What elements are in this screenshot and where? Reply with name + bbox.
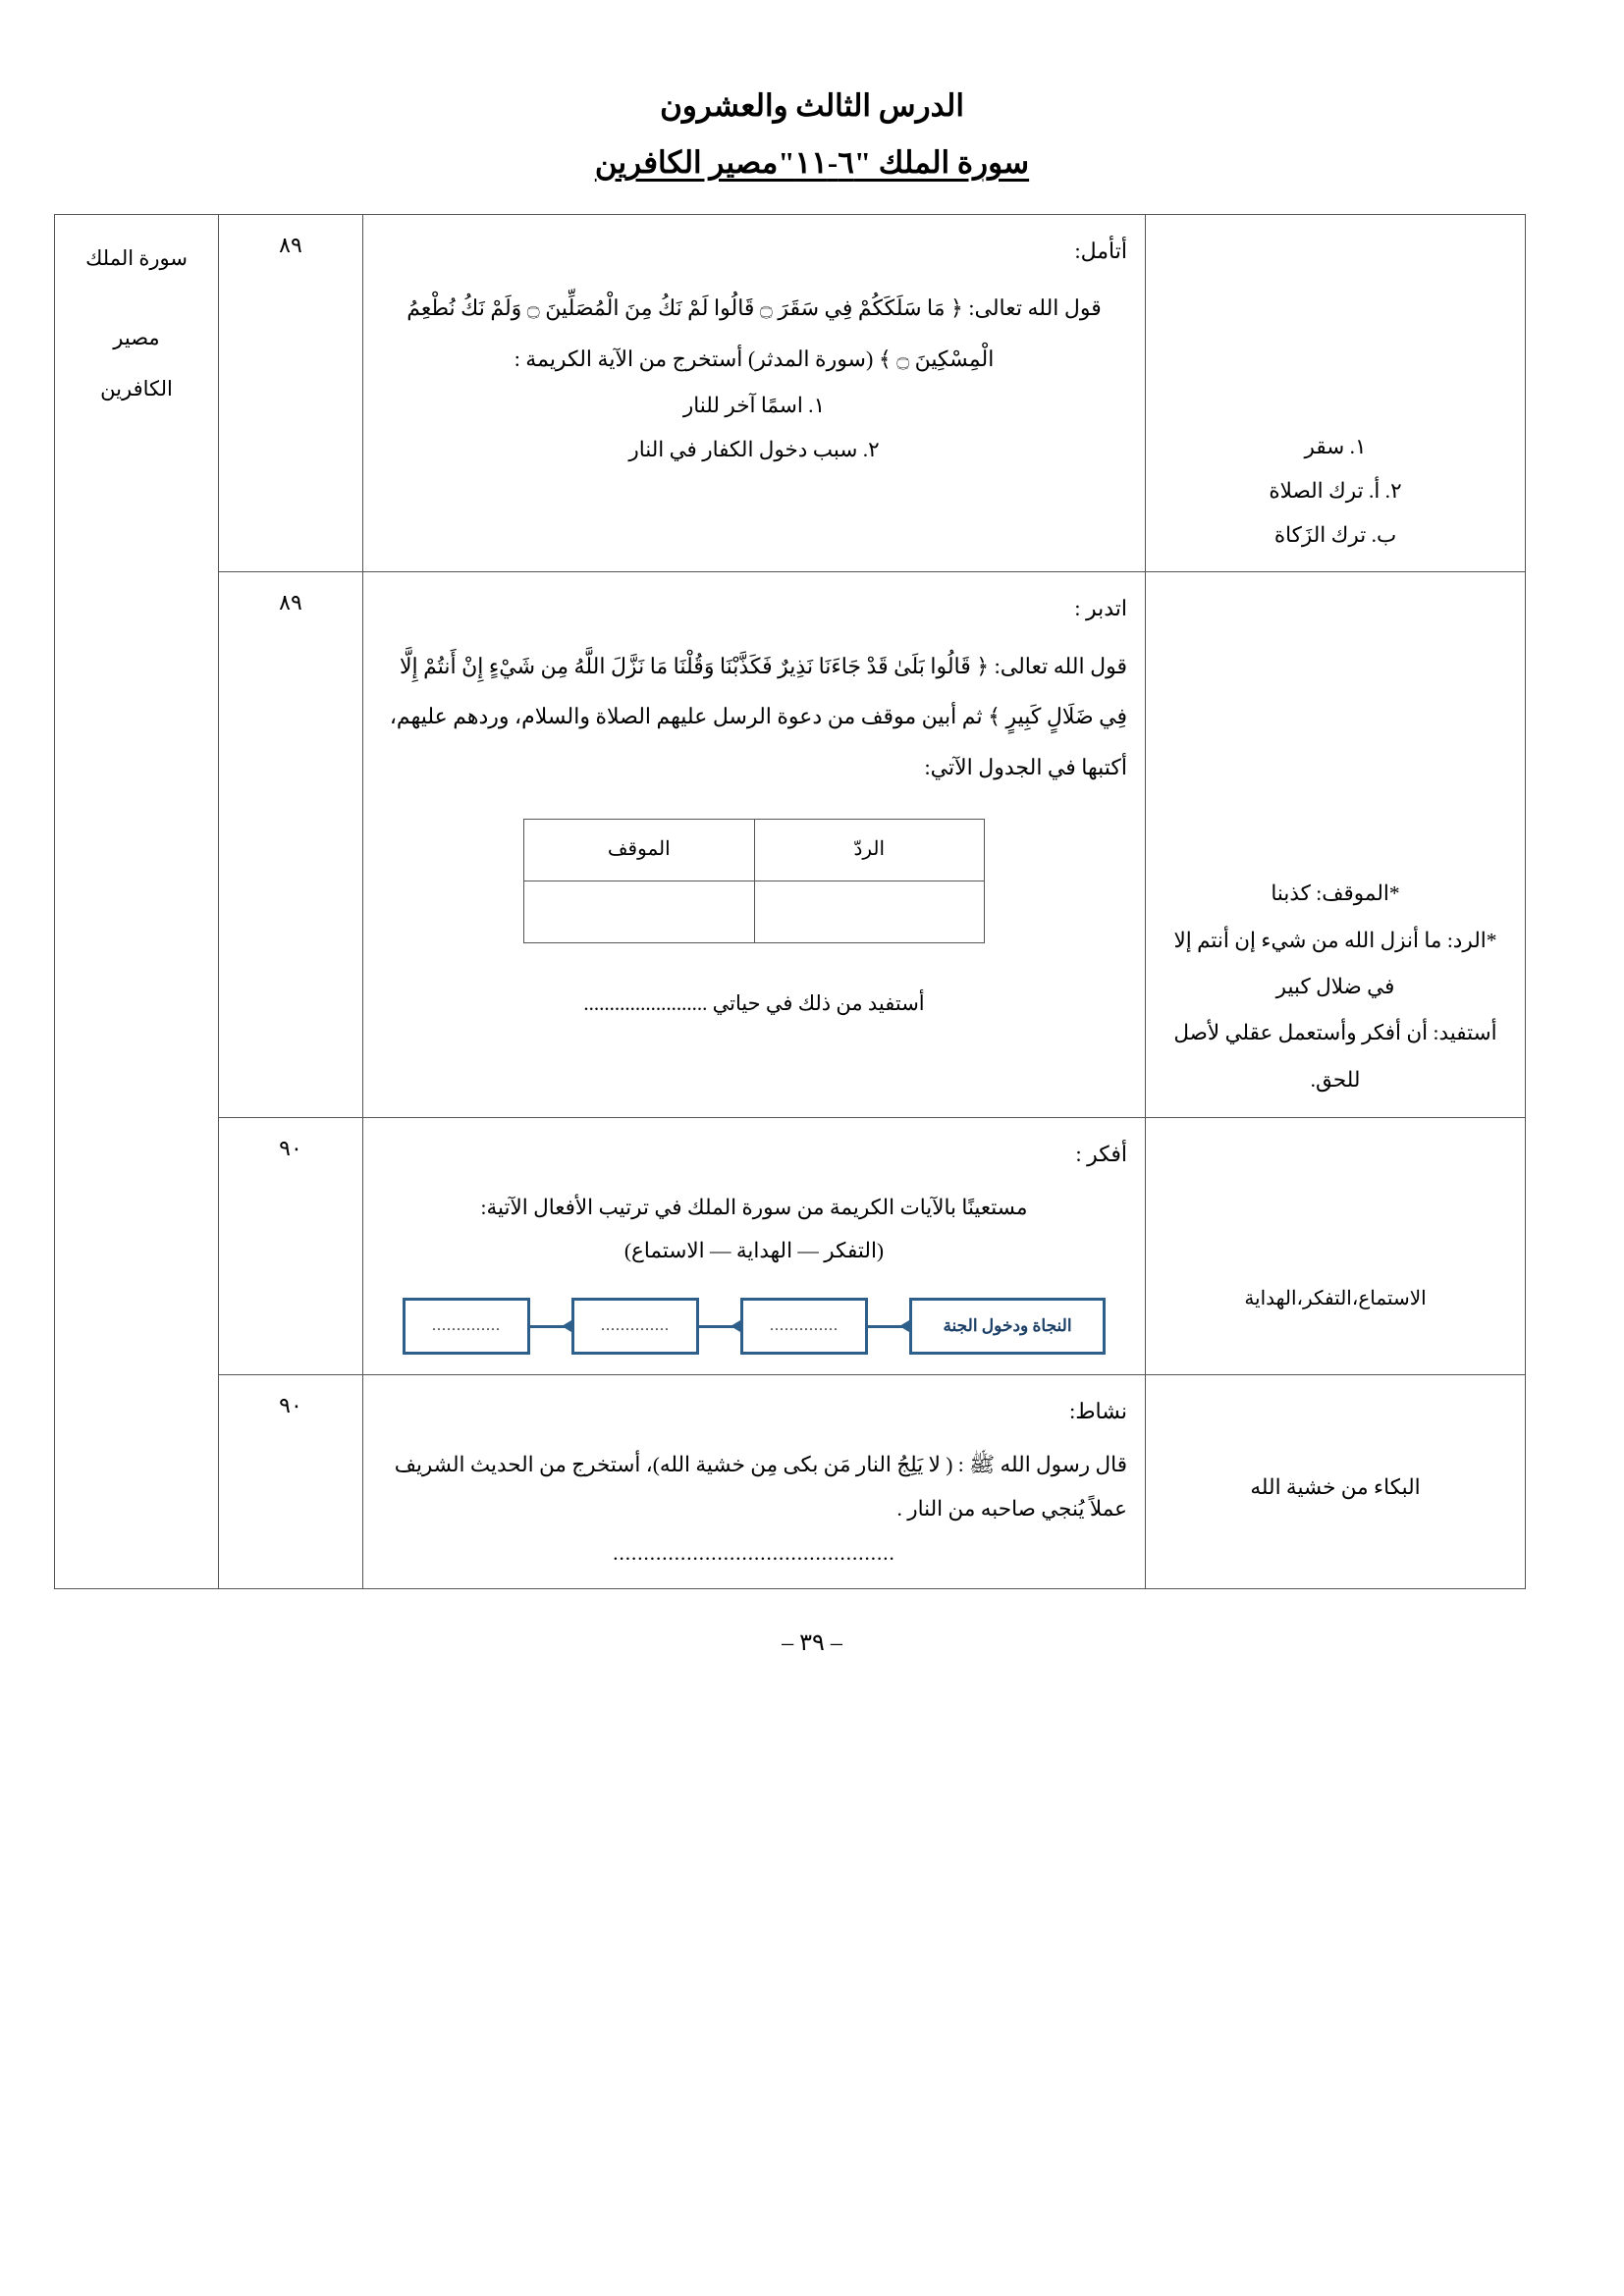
table-row [55,572,1526,1117]
unit-label-1: سورة الملك [85,246,188,270]
body-cell-2 [363,572,1146,1117]
table-row [55,1117,1526,1374]
answer-1-item-3: ب. ترك الزَكاة [1273,523,1397,548]
benefit-dots[interactable]: ........................ [583,990,708,1015]
verse-instruction-2: ثم أبين موقف من دعوة الرسل عليهم الصلاة والسلام، وردهم عليهم، أكتبها في الجدول الآتي: [389,704,1127,779]
response-table [523,819,985,943]
verse-source-1: (سورة المدثر) [747,346,874,371]
question-1-item-2: ٢. سبب دخول الكفار في النار [628,437,880,461]
answer-2-item-3: أستفيد: أن أفكر وأستعمل عقلي لأصل للحق. [1173,1021,1497,1092]
page-number-cell-3: ٩٠ [219,1117,363,1374]
answer-cell-3 [1146,1117,1526,1374]
verse-block-1 [381,283,1127,384]
answer-1-item-2: ٢. أ. ترك الصلاة [1269,479,1402,504]
surah-title: سورة الملك "٦-١١"مصير الكافرين [594,145,1030,180]
verse-text-1: ﴿ مَا سَلَكَكُمْ فِي سَقَرَ ۝ قَالُوا لَمْ نَكُ مِنَ الْمُصَلِّينَ ۝ وَلَمْ نَكُ نُطْعِمُ الْمِسْكِينَ ۝ ﴾ [406,295,995,371]
flow-diagram [381,1298,1127,1355]
answer-1-item-1: ١. سقر [1304,435,1367,458]
response-table-header-radd: الردّ [754,819,985,881]
response-table-cell-radd[interactable] [754,881,985,942]
activity-label-3: أفكر : [1075,1141,1127,1166]
activity-label-1: أتأمل: [1074,239,1127,263]
answer-2-item-1: *الموقف: كذبنا [1271,881,1400,906]
body-cell-4 [363,1375,1146,1588]
page-footer: – ٣٩ – [782,1629,842,1656]
table-row [55,1375,1526,1588]
flow-arrow-2 [699,1325,740,1328]
verse-instruction-1: أستخرج من الآية الكريمة : [514,346,743,371]
verse-text-2: ﴿ قَالُوا بَلَىٰ قَدْ جَاءَنَا نَذِيرٌ فَكَذَّبْنَا وَقُلْنَا مَا نَزَّلَ اللَّهُ مِن شَيْءٍ إِنْ أَنتُمْ إِلَّا فِي ضَلَالٍ كَبِيرٍ ﴾ [399,653,1127,729]
page-number-cell-4: ٩٠ [219,1375,363,1588]
flow-arrow-3 [530,1325,571,1328]
question-1-item-1: ١. اسمًا آخر للنار [682,394,826,418]
response-table-cell-mawqif[interactable] [524,881,755,942]
answer-cell-2 [1146,572,1526,1117]
hadith-intro: قال رسول الله ﷺ : [957,1453,1127,1477]
hadith-block [381,1443,1127,1531]
verse-intro-1: قول الله تعالى: [968,295,1102,321]
answer-2-item-2: *الرد: ما أنزل الله من شيء إن أنتم إلا في ضلال كبير [1173,928,1497,999]
benefit-line [381,983,1127,1025]
answer-3-item-1: الاستماع،التفكر،الهداية [1244,1287,1427,1309]
page-title [98,88,1526,181]
worksheet-table [54,214,1526,1589]
flow-box-result: النجاة ودخول الجنة [909,1298,1106,1355]
verse-block-2 [381,641,1127,793]
table-row [55,215,1526,572]
unit-label-2: مصير [113,325,160,349]
hadith-answer-dots[interactable]: .............................................. [613,1540,895,1565]
question-3-instruction: مستعينًا بالآيات الكريمة من سورة الملك في ترتيب الأفعال الآتية: [480,1196,1028,1219]
activity-label-4: نشاط: [1069,1399,1127,1424]
flow-box-blank-2[interactable]: .............. [571,1298,699,1355]
flow-box-blank-3[interactable]: .............. [403,1298,530,1355]
benefit-label: أستفيد من ذلك في حياتي [712,990,925,1015]
page-number-cell-2: ٨٩ [219,572,363,1117]
body-cell-3 [363,1117,1146,1374]
flow-box-blank-1[interactable]: .............. [740,1298,868,1355]
page-number-cell-1: ٨٩ [219,215,363,572]
response-table-header-mawqif: الموقف [524,819,755,881]
answer-cell-1 [1146,215,1526,572]
unit-cell [55,215,219,1589]
lesson-title: الدرس الثالث والعشرون [660,88,964,123]
response-table-header-row [524,819,985,881]
answer-4-item-1: البكاء من خشية الله [1250,1475,1421,1500]
activity-label-2: اتدبر : [1074,596,1127,621]
hadith-instruction: أستخرج من الحديث الشريف عملاً يُنجي صاحبه من النار . [394,1453,1127,1522]
unit-label-3: الكافرين [100,377,173,400]
verse-intro-2: قول الله تعالى: [994,653,1127,678]
question-3-options: (التفكر — الهداية — الاستماع) [623,1239,885,1263]
answer-cell-4 [1146,1375,1526,1588]
hadith-text: ( لا يَلِجُ النار مَن بكى مِن خشية الله)، [645,1453,953,1477]
body-cell-1 [363,215,1146,572]
response-table-input-row [524,881,985,942]
flow-arrow-1 [868,1325,909,1328]
